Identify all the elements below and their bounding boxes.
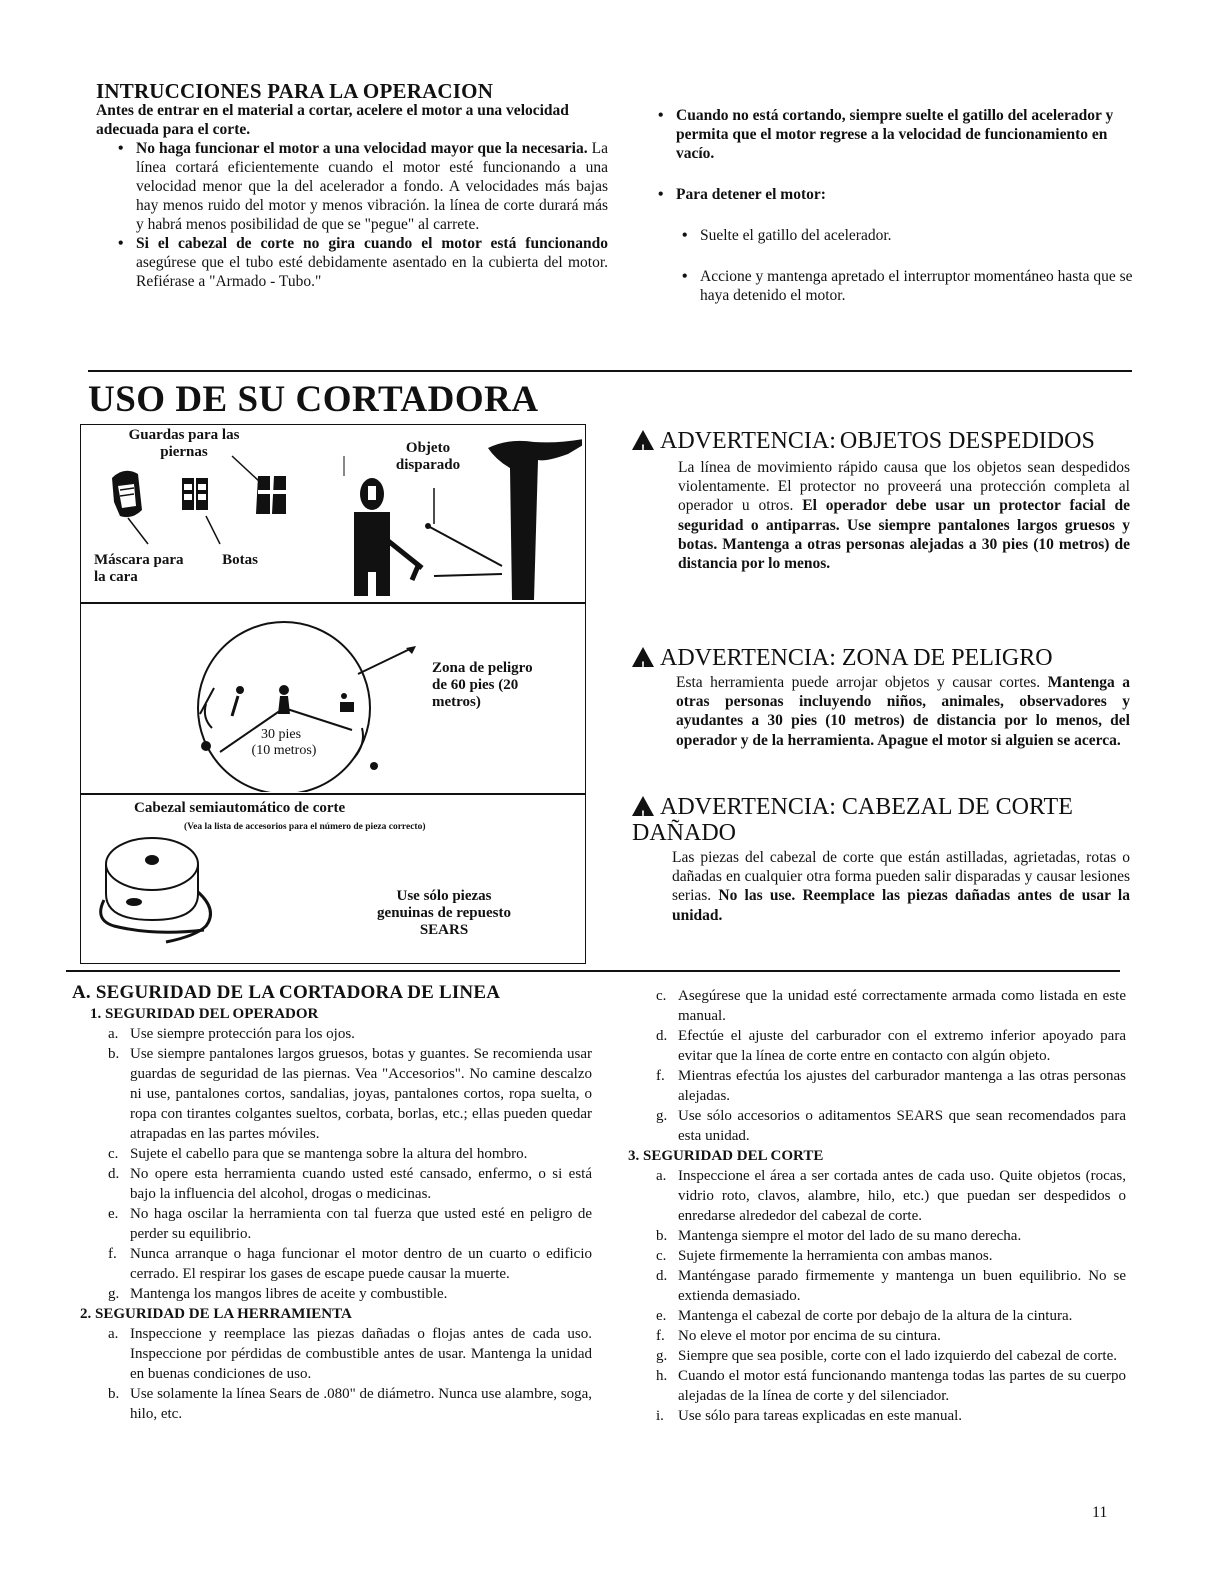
list-item-letter: b. <box>656 1228 668 1244</box>
label-leg-guards: Guardas para las piernas <box>128 427 240 460</box>
list-item-text: No haga oscilar la herramienta con tal fuerza que usted esté en peligro de perder su equilibrio. <box>130 1206 592 1242</box>
list-item-letter: d. <box>656 1268 668 1284</box>
stop-step-2: • Accione y mantenga apretado el interruptor momentáneo hasta que se haya detenido el motor. <box>674 267 1140 305</box>
divider-top <box>88 370 1132 372</box>
tool-safety-heading: 2. SEGURIDAD DE LA HERRAMIENTA <box>80 1306 352 1322</box>
safety-left-column <box>72 982 592 1424</box>
warning-1-body <box>678 458 1130 573</box>
list-item-text: Use solamente la línea Sears de .080" de diámetro. Nunca use alambre, soga, hilo, etc. <box>130 1386 592 1422</box>
list-item <box>72 1044 592 1144</box>
list-item-letter: g. <box>656 1108 668 1124</box>
warning-3-topic: CABEZAL DE CORTE DAÑADO <box>632 794 1073 846</box>
list-item-letter: b. <box>108 1386 120 1402</box>
bullet-1-bold: No haga funcionar el motor a una velocidad mayor que la necesaria. <box>136 140 588 157</box>
list-item-text: Mientras efectúa los ajustes del carburador mantenga a las otras personas alejadas. <box>678 1068 1126 1104</box>
warning-1-topic: OBJETOS DESPEDIDOS <box>839 428 1095 454</box>
list-item-letter: e. <box>656 1308 667 1324</box>
warning-1-bold: El operador debe usar un protector facial de seguridad o antiparras. Use siempre pantalones largos gruesos y botas. Mantenga a otras personas alejadas a 30 pies (10 metros) de distancia por lo menos. <box>678 497 1130 573</box>
label-thrown-object: Objeto disparado <box>395 440 461 473</box>
list-item-text: Use sólo para tareas explicadas en este manual. <box>678 1408 963 1424</box>
list-item-text: Mantenga el cabezal de corte por debajo de la altura de la cintura. <box>678 1308 1073 1324</box>
warning-1-heading <box>632 428 1130 454</box>
warning-triangle-icon <box>632 796 654 816</box>
operator-icon <box>354 478 422 596</box>
warning-danger-zone <box>632 645 1130 750</box>
bullet-2-text: asegúrese que el tubo esté debidamente asentado en la cubierta del motor. Refiérase a "Armado - Tubo." <box>136 254 608 290</box>
list-item-letter: g. <box>656 1348 668 1364</box>
list-item <box>626 1246 1126 1266</box>
warning-3-body <box>672 848 1130 925</box>
list-item <box>626 1026 1126 1066</box>
list-item-text: Mantenga los mangos libres de aceite y combustible. <box>130 1286 448 1302</box>
list-item-letter: i. <box>656 1408 664 1424</box>
warning-2-text: Esta herramienta puede arrojar objetos y causar cortes. <box>676 674 1048 691</box>
safety-title: A. SEGURIDAD DE LA CORTADORA DE LINEA <box>72 982 501 1003</box>
list-item <box>72 1204 592 1244</box>
bullet-2-bold: Si el cabezal de corte no gira cuando el motor está funcionando <box>136 235 608 252</box>
cutting-safety-list <box>626 1166 1126 1426</box>
stop-step-1: • Suelte el gatillo del acelerador. <box>674 226 1140 245</box>
warning-2-topic: ZONA DE PELIGRO <box>841 645 1053 671</box>
list-item <box>626 1266 1126 1306</box>
divider-bottom <box>66 970 1120 972</box>
list-item <box>626 986 1126 1026</box>
list-item-text: Use siempre pantalones largos gruesos, botas y guantes. Se recomienda usar guardas de seguridad de las piernas. Vea "Accesorios". No camine descalzo ni use, pantalones cortos, sandalias, joyas, pantalones cortos, ropa suelta, o ropa con tirantes colgantes sueltos, corbata, borlas, etc.; ellas pueden quedar atrapadas en las partes móviles. <box>130 1046 592 1142</box>
list-item-letter: a. <box>108 1026 119 1042</box>
list-item-text: Nunca arranque o haga funcionar el motor dentro de un cuarto o edificio cerrado. El respirar los gases de escape puede causar la muerte. <box>130 1246 592 1282</box>
list-item-letter: h. <box>656 1368 668 1384</box>
tool-safety-list <box>72 1324 592 1424</box>
section-title: USO DE SU CORTADORA <box>88 379 539 420</box>
label-boots: Botas <box>222 552 258 568</box>
list-item-letter: d. <box>108 1166 120 1182</box>
list-item-letter: c. <box>656 1248 667 1264</box>
warning-damaged-head <box>632 794 1130 925</box>
release-throttle-bullet: • Cuando no está cortando, siempre suelte el gatillo del acelerador y permita que el motor regrese a la velocidad de funcionamiento en vacío. <box>650 106 1140 163</box>
bullet-1-text: La línea cortará eficientemente cuando el motor esté funcionando a una velocidad menor que la del acelerador a fondo. A velocidades más bajas hay menos ruido del motor y menos vibración. la línea de corte durará más y habrá menos posibilidad de que se "pegue" al carrete. <box>136 140 608 233</box>
list-item-letter: b. <box>108 1046 120 1062</box>
list-item-letter: f. <box>656 1068 665 1084</box>
label-genuine-parts: Use sólo piezas genuinas de repuesto SEARS <box>377 888 511 938</box>
operation-instructions-right <box>650 106 1140 305</box>
list-item-letter: a. <box>108 1326 119 1342</box>
face-mask-icon <box>112 471 142 517</box>
list-item <box>626 1106 1126 1146</box>
warning-3-bold: No las use. Reemplace las piezas dañadas antes de usar la unidad. <box>672 887 1130 924</box>
list-item-text: Siempre que sea posible, corte con el lado izquierdo del cabezal de corte. <box>678 1348 1117 1364</box>
list-item-text: Cuando el motor está funcionando mantenga todas las partes de su cuerpo alejadas de la línea de corte y del silenciador. <box>678 1368 1126 1404</box>
list-item-letter: f. <box>108 1246 117 1262</box>
label-cutting-head: Cabezal semiautomático de corte <box>134 800 346 816</box>
cutting-head-illustration <box>90 830 240 960</box>
warning-2-heading <box>632 645 1130 671</box>
page-number: 11 <box>1092 1504 1108 1521</box>
list-item <box>626 1226 1126 1246</box>
list-item <box>626 1346 1126 1366</box>
list-item-text: Use sólo accesorios o aditamentos SEARS que sean recomendados para esta unidad. <box>678 1108 1126 1144</box>
list-item <box>72 1384 592 1424</box>
operation-bullet-2 <box>110 234 608 291</box>
list-item <box>72 1144 592 1164</box>
label-danger-zone: Zona de peligro de 60 pies (20 metros) <box>432 660 533 710</box>
list-item <box>72 1284 592 1304</box>
list-item-text: Use siempre protección para los ojos. <box>130 1026 355 1042</box>
list-item-text: Sujete el cabello para que se mantenga sobre la altura del hombro. <box>130 1146 528 1162</box>
list-item <box>626 1166 1126 1226</box>
list-item-text: No eleve el motor por encima de su cintura. <box>678 1328 941 1344</box>
list-item-letter: c. <box>656 988 667 1004</box>
list-item <box>626 1406 1126 1426</box>
cutting-safety-heading: 3. SEGURIDAD DEL CORTE <box>628 1148 824 1164</box>
list-item <box>626 1066 1126 1106</box>
warning-3-label: ADVERTENCIA: <box>660 794 836 820</box>
list-item <box>72 1164 592 1204</box>
list-item <box>72 1024 592 1044</box>
list-item-letter: e. <box>108 1206 119 1222</box>
warning-triangle-icon <box>632 647 654 667</box>
list-item-text: Sujete firmemente la herramienta con ambas manos. <box>678 1248 993 1264</box>
label-see-accessories: (Vea la lista de accesorios para el número de pieza correcto) <box>184 822 426 832</box>
figure-divider-2 <box>80 793 586 795</box>
list-item-text: No opere esta herramienta cuando usted esté cansado, enfermo, o si está bajo la influencia del alcohol, drogas o medicinas. <box>130 1166 592 1202</box>
warning-3-text: Las piezas del cabezal de corte que están astilladas, agrietadas, rotas o dañadas en cualquier otra forma pueden salir disparadas y causar lesiones serias. <box>672 849 1130 905</box>
boots-icon <box>256 476 286 514</box>
tree-icon <box>488 436 582 600</box>
warning-triangle-icon <box>632 430 654 450</box>
label-10-meters: (10 metros) <box>251 743 317 758</box>
list-item-letter: c. <box>108 1146 119 1162</box>
list-item-letter: a. <box>656 1168 667 1184</box>
list-item-text: Mantenga siempre el motor del lado de su mano derecha. <box>678 1228 1022 1244</box>
list-item-letter: d. <box>656 1028 668 1044</box>
list-item <box>626 1306 1126 1326</box>
warning-2-label: ADVERTENCIA: <box>660 645 836 671</box>
list-item <box>72 1324 592 1384</box>
warning-2-body <box>676 673 1130 750</box>
operator-safety-list <box>72 1024 592 1304</box>
list-item-letter: g. <box>108 1286 120 1302</box>
safety-right-column <box>626 986 1126 1426</box>
list-item <box>72 1244 592 1284</box>
operator-safety-heading: 1. SEGURIDAD DEL OPERADOR <box>90 1006 319 1022</box>
list-item-text: Efectúe el ajuste del carburador con el extremo inferior apoyado para evitar que la línea de corte entre en contacto con algún objeto. <box>678 1028 1126 1064</box>
leg-guards-icon <box>182 478 208 510</box>
list-item-text: Manténgase parado firmemente y mantenga un buen equilibrio. No se extienda demasiado. <box>678 1268 1126 1304</box>
list-item-text: Asegúrese que la unidad esté correctamente armada como listada en este manual. <box>678 988 1126 1024</box>
label-face-mask: Máscara para la cara <box>94 552 184 585</box>
warning-1-label: ADVERTENCIA: <box>660 428 836 454</box>
warning-3-heading <box>632 794 1130 846</box>
operation-intro: Antes de entrar en el material a cortar, acelere el motor a una velocidad adecuada para el corte. <box>96 102 569 138</box>
label-30-feet: 30 pies <box>260 727 302 742</box>
operation-instructions <box>96 79 608 291</box>
list-item <box>626 1366 1126 1406</box>
tool-safety-list-continued <box>626 986 1126 1146</box>
stop-engine-bullet: • Para detener el motor: <box>650 185 1140 204</box>
list-item-text: Inspeccione y reemplace las piezas dañadas o flojas antes de cada uso. Inspeccione por pérdidas de combustible antes de usar. Mantenga la unidad en buenas condiciones de uso. <box>130 1326 592 1382</box>
warning-thrown-objects <box>632 428 1130 573</box>
operation-bullet-1 <box>110 139 608 234</box>
list-item-text: Inspeccione el área a ser cortada antes de cada uso. Quite objetos (rocas, vidrio roto, clavos, alambre, hilo, etc.) que puedan ser despedidos o enredarse alrededor del cabezal de corte. <box>678 1168 1126 1224</box>
list-item-letter: f. <box>656 1328 665 1344</box>
warning-2-bold: Mantenga a otras personas incluyendo niños, animales, observadores y ayudantes a 30 pies (10 metros) de distancia por lo menos, del operador y de la herramienta. Apague el motor si alguien se acerca. <box>676 674 1130 749</box>
warning-1-text: La línea de movimiento rápido causa que los objetos sean despedidos violentamente. El protector no proveerá una protección completa al operador u otros. <box>678 459 1130 515</box>
operation-title: INTRUCCIONES PARA LA OPERACION <box>96 79 494 103</box>
list-item <box>626 1326 1126 1346</box>
